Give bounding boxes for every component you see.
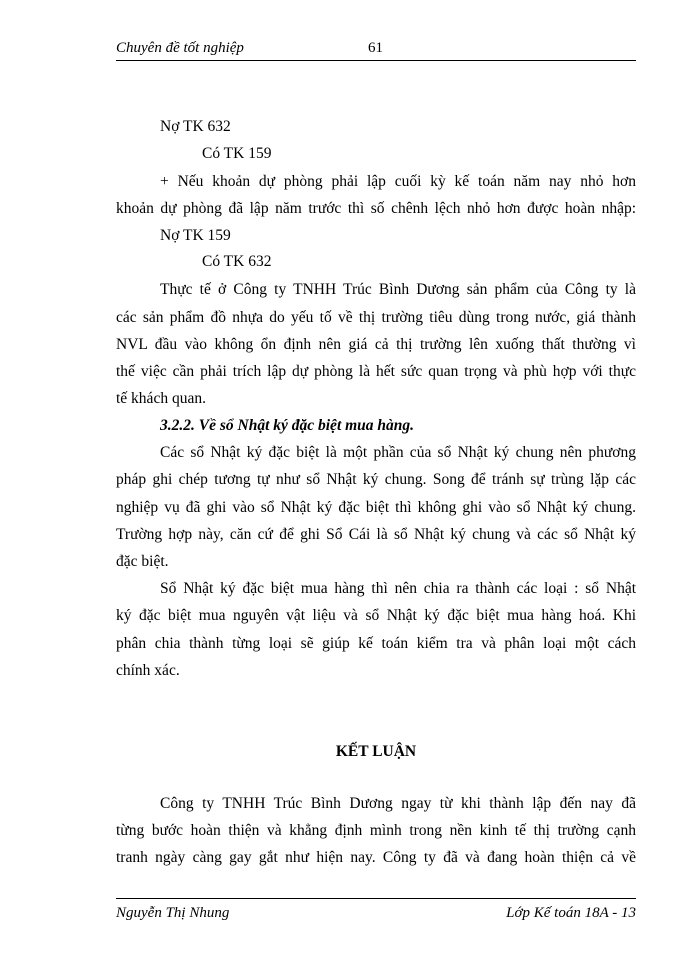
- paragraph-line: từng bước hoàn thiện và khẳng định mình trong nền kinh tế thị trường cạnh: [116, 822, 636, 839]
- paragraph-line: phân chia thành từng loại sẽ giúp kế toán kiểm tra và phân loại một cách: [116, 635, 636, 652]
- section-heading: 3.2.2. Về sổ Nhật ký đặc biệt mua hàng.: [160, 417, 415, 434]
- paragraph-line: Trường hợp này, căn cứ để ghi Sổ Cái là sổ Nhật ký chung và các sổ Nhật ký: [116, 526, 636, 543]
- page-footer: [116, 898, 636, 921]
- paragraph-line: Các sổ Nhật ký đặc biệt là một phần của sổ Nhật ký chung nên phương: [160, 444, 636, 461]
- page-number: 61: [368, 40, 383, 56]
- paragraph-line: Công ty TNHH Trúc Bình Dương ngay từ khi thành lập đến nay đã: [160, 795, 636, 812]
- paragraph-line: chính xác.: [116, 662, 180, 679]
- paragraph-line: + Nếu khoản dự phòng phải lập cuối kỳ kế toán năm nay nhỏ hơn: [160, 173, 636, 190]
- paragraph-line: Thực tế ở Công ty TNHH Trúc Bình Dương sản phẩm của Công ty là: [160, 281, 636, 298]
- paragraph-line: tế khách quan.: [116, 390, 206, 407]
- footer-class: Lớp Kế toán 18A - 13: [506, 905, 636, 921]
- paragraph-line: Sổ Nhật ký đặc biệt mua hàng thì nên chia ra thành các loại : sổ Nhật: [160, 580, 636, 597]
- paragraph-line: đặc biệt.: [116, 553, 169, 570]
- paragraph-line: ký đặc biệt mua nguyên vật liệu và sổ Nhật ký đặc biệt mua hàng hoá. Khi: [116, 607, 636, 624]
- entry-debit-159: Nợ TK 159: [160, 227, 231, 244]
- paragraph-line: thế việc cần phải trích lập dự phòng là hết sức quan trọng và phù hợp với thực: [116, 363, 636, 380]
- entry-debit-632: Nợ TK 632: [160, 118, 231, 135]
- paragraph-line: tranh ngày càng gay gắt như hiện nay. Công ty đã và đang hoàn thiện cả về: [116, 849, 636, 866]
- paragraph-line: các sản phẩm đồ nhựa do yếu tố về thị trường tiêu dùng trong nước, giá thành: [116, 309, 636, 326]
- entry-credit-159: Có TK 159: [202, 145, 272, 162]
- paragraph-line: NVL đầu vào không ổn định nên giá cả thị trường lên xuống thất thường vì: [116, 336, 636, 353]
- paragraph-line: pháp ghi chép tương tự như sổ Nhật ký chung. Song để tránh sự trùng lặp các: [116, 471, 636, 488]
- paragraph-line: nghiệp vụ đã ghi vào sổ Nhật ký đặc biệt thì không ghi vào sổ Nhật ký chung.: [116, 499, 636, 516]
- entry-credit-632: Có TK 632: [202, 253, 272, 270]
- paragraph-line: khoản dự phòng đã lập năm trước thì số chênh lệch nhỏ hơn được hoàn nhập:: [116, 200, 636, 217]
- page-header: [116, 38, 636, 61]
- conclusion-title: KẾT LUẬN: [335, 743, 417, 760]
- header-title: Chuyên đề tốt nghiệp: [116, 40, 244, 56]
- footer-author: Nguyễn Thị Nhung: [116, 905, 230, 921]
